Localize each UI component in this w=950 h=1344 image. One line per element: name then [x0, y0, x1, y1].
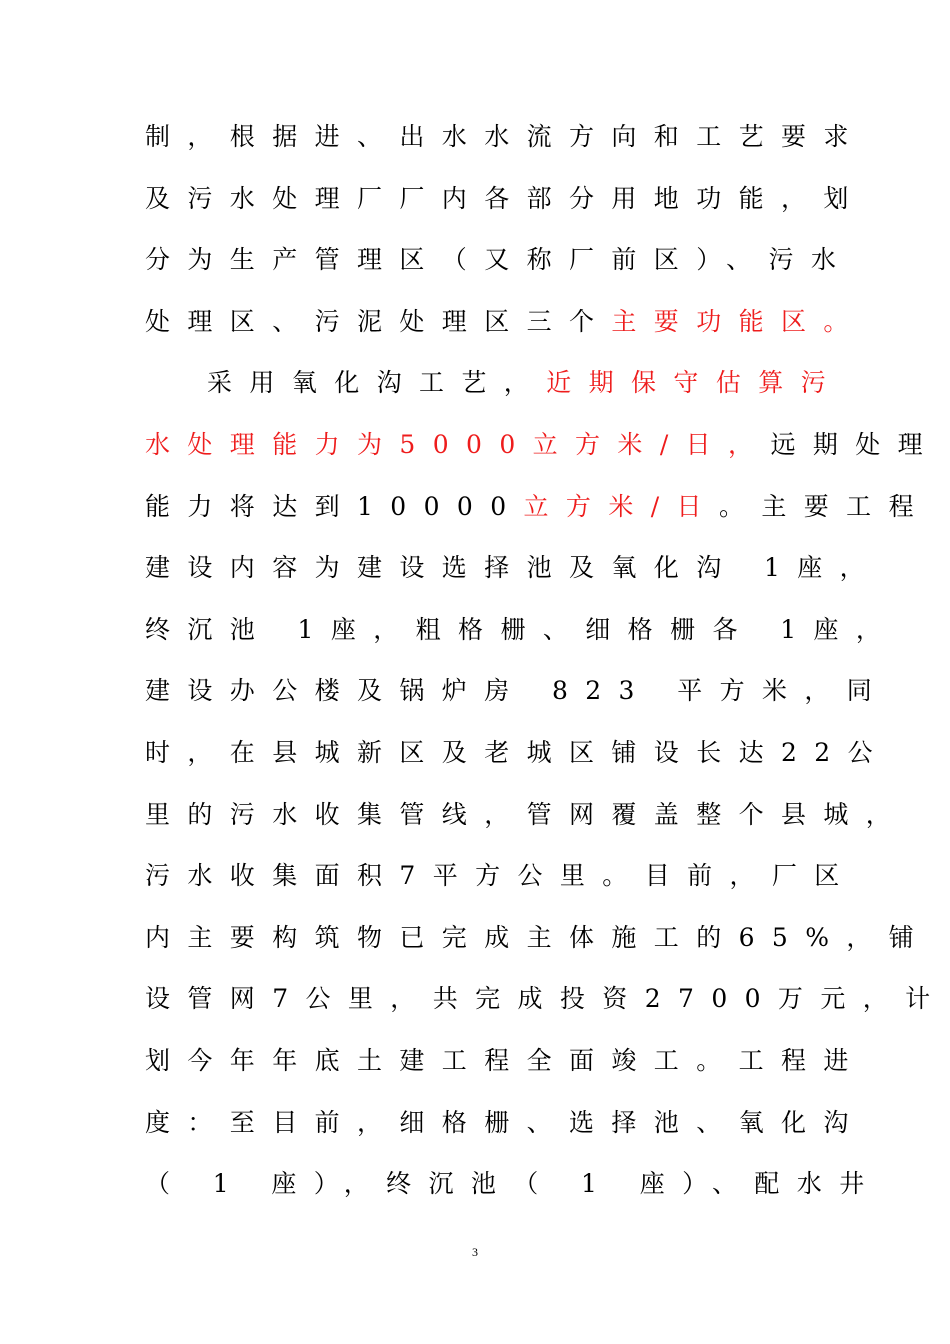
text-line: [145, 168, 865, 230]
text-segment: 划今年年底土建工程全面竣工。工程进: [145, 1045, 866, 1075]
text-line: [145, 784, 909, 846]
text-segment: 内主要构筑物已完成主体施工的65%，铺: [145, 922, 932, 952]
text-line: [145, 1092, 865, 1154]
text-segment: 时，在县城新区及老城区铺设长达22公: [145, 737, 891, 767]
text-segment: 及污水处理厂厂内各部分用地功能，划: [145, 183, 866, 213]
text-line: [145, 845, 865, 907]
text-segment: 能力将达到10000: [145, 491, 524, 521]
text-line: [145, 414, 941, 476]
text-segment: 建设内容为建设选择池及氧化沟 1座，: [145, 553, 883, 583]
highlighted-text: 主要功能区。: [611, 306, 866, 336]
text-segment: 。主要工程: [718, 491, 931, 521]
text-segment: 采用氧化沟工艺，: [207, 368, 547, 398]
text-line: [145, 1030, 865, 1092]
text-segment: 远期处理: [770, 429, 941, 459]
text-segment: 建设办公楼及锅炉房 823 平方米，同: [145, 676, 890, 706]
text-line: [145, 229, 865, 291]
text-line: [145, 291, 865, 353]
text-segment: 污水收集面积7平方公里。目前，厂区: [145, 861, 857, 891]
page-number: 3: [472, 1245, 478, 1259]
text-segment: （ 1 座），终沉池（ 1 座）、配水井: [145, 1169, 882, 1199]
text-line: [145, 1153, 882, 1215]
text-line: [145, 907, 932, 969]
text-segment: 度：至目前，细格栅、选择池、氧化沟: [145, 1107, 866, 1137]
text-line: [145, 537, 883, 599]
text-line: [145, 968, 948, 1030]
text-line: [145, 660, 890, 722]
text-segment: 制，根据进、出水水流方向和工艺要求: [145, 122, 866, 151]
highlighted-text: 水处理能力为5000立方米/日，: [145, 429, 771, 459]
text-line: [145, 722, 891, 784]
text-segment: 处理区、污泥处理区三个: [145, 306, 612, 336]
text-line: [145, 476, 931, 538]
text-segment: 里的污水收集管线，管网覆盖整个县城，: [145, 799, 909, 829]
body-text: [145, 106, 948, 1215]
highlighted-text: 近期保守估算污: [546, 368, 844, 398]
highlighted-text: 立方米/日: [523, 491, 719, 521]
text-line: [145, 599, 899, 661]
text-line: [145, 106, 865, 168]
text-segment: 分为生产管理区（又称厂前区）、污水: [145, 245, 854, 275]
text-segment: 设管网7公里，共完成投资2700万元，计: [145, 984, 948, 1014]
text-segment: 终沉池 1座，粗格栅、细格栅各 1座，: [145, 614, 899, 644]
text-line: [145, 352, 865, 414]
